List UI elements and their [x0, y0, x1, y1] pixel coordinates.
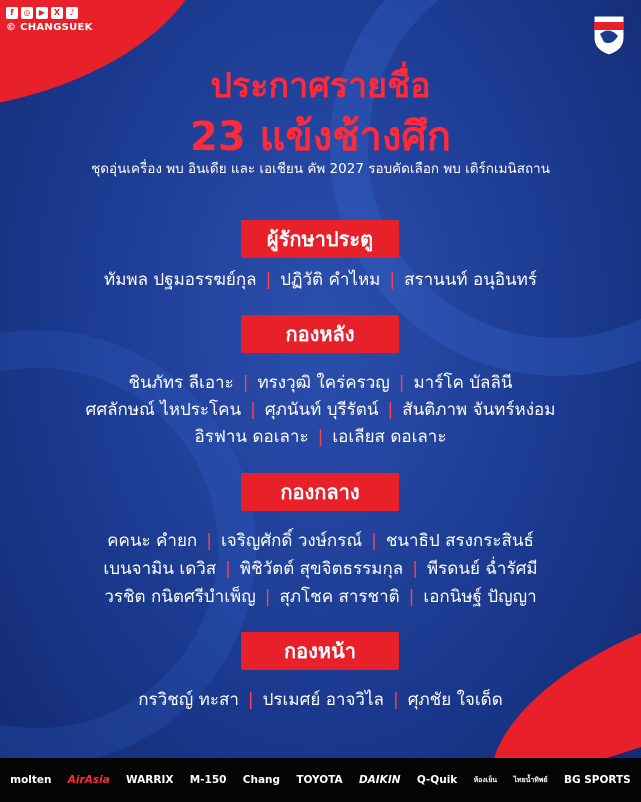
sponsor-logo: Chang	[242, 774, 281, 786]
separator: |	[264, 587, 271, 607]
separator: |	[412, 559, 418, 579]
player-name: ปรเมศย์ อาจวิไล	[262, 690, 384, 710]
sponsor-logo: BG SPORTS	[563, 774, 631, 786]
player-name: เจริญศักดิ์ วงษ์กรณ์	[220, 531, 363, 551]
player-name: ชนาธิป สรงกระสินธ์	[385, 531, 534, 551]
sponsor-logo: M-150	[189, 774, 227, 786]
separator: |	[250, 400, 256, 420]
separator: |	[206, 531, 212, 551]
social-icons	[6, 7, 78, 19]
instagram-icon[interactable]: ◎	[21, 7, 33, 19]
sponsor-logo: Q-Quik	[416, 774, 458, 786]
player-row	[0, 369, 641, 396]
player-name: กรวิชญ์ ทะสา	[138, 690, 239, 710]
player-name: ศุภชัย ใจเด็ด	[407, 690, 503, 710]
title-line-2: 23 แข้งช้างศึก	[190, 114, 451, 160]
sponsor-logo: molten	[10, 774, 52, 786]
subtitle: ชุดอุ่นเครื่อง พบ อินเดีย และ เอเชียน คัพ 2027 รอบคัดเลือก พบ เติร์กเมนิสถาน	[91, 161, 550, 177]
separator: |	[371, 531, 377, 551]
separator: |	[247, 690, 254, 710]
separator: |	[265, 270, 272, 290]
player-name: ชินภัทร ลีเอาะ	[128, 373, 234, 393]
separator: |	[317, 427, 324, 447]
player-name: พิชิวัตต์ สุขจิตธรรมกุล	[239, 559, 404, 579]
player-row	[0, 583, 641, 610]
player-name: วรชิต กนิตศรีบำเพ็ญ	[104, 587, 256, 607]
sponsor-logo: TOYOTA	[296, 774, 343, 786]
player-name: คคนะ คำยก	[107, 531, 198, 551]
title-line-1: ประกาศรายชื่อ	[210, 66, 431, 106]
player-name: เอกนิษฐ์ ปัญญา	[423, 587, 537, 607]
separator: |	[398, 373, 405, 393]
player-row	[0, 555, 641, 582]
facebook-icon[interactable]: f	[6, 7, 18, 19]
separator: |	[225, 559, 231, 579]
player-name: มาร์โค บัลลินี	[413, 373, 513, 393]
separator: |	[389, 270, 396, 290]
player-name: ศุภนันท์ บุรีรัตน์	[264, 400, 379, 420]
separator: |	[408, 587, 415, 607]
player-name: สันติภาพ จันทร์หง่อม	[402, 400, 556, 420]
player-name: ทัมพล ปฐมอรรฆย์กุล	[103, 270, 257, 290]
player-name: ศศลักษณ์ ไหประโคน	[85, 400, 242, 420]
player-row	[0, 686, 641, 713]
player-name: สรานนท์ อนุอินทร์	[404, 270, 538, 290]
sponsor-bar	[0, 758, 641, 802]
player-name: เบนจามิน เดวิส	[103, 559, 217, 579]
player-name: ปฏิวัติ คำไหม	[280, 270, 381, 290]
sponsor-logo: DAIKIN	[358, 774, 401, 786]
player-name: ทรงวุฒิ ใคร่ครวญ	[257, 373, 390, 393]
x-icon[interactable]: X	[51, 7, 63, 19]
player-row	[0, 266, 641, 293]
section-badge-forwards: กองหน้า	[241, 632, 399, 670]
tiktok-icon[interactable]: ♪	[66, 7, 78, 19]
player-row	[0, 423, 641, 450]
separator: |	[242, 373, 249, 393]
player-row	[0, 527, 641, 554]
sponsor-logo: ไทยน้ำทิพย์	[513, 775, 548, 784]
youtube-icon[interactable]: ▶	[36, 7, 48, 19]
player-name: พีรดนย์ ฉ่ำรัศมี	[426, 559, 538, 579]
section-badge-midfielders: กองกลาง	[241, 473, 399, 511]
player-name: เอเลียส ดอเลาะ	[332, 427, 447, 447]
player-name: สุภโชค สารชาติ	[279, 587, 400, 607]
thailand-fa-crest-icon	[592, 12, 626, 56]
section-badge-goalkeepers: ผู้รักษาประตู	[241, 220, 399, 258]
sponsor-logo: ห้องเย็น	[473, 775, 498, 784]
player-name: อิรฟาน ดอเลาะ	[194, 427, 309, 447]
sponsor-logo: WARRIX	[126, 774, 174, 786]
separator: |	[392, 690, 399, 710]
sponsor-logo: AirAsia	[67, 774, 110, 786]
section-badge-defenders: กองหลัง	[241, 315, 399, 353]
separator: |	[387, 400, 394, 420]
player-row	[0, 396, 641, 423]
social-handle: © CHANGSUEK	[6, 22, 93, 33]
